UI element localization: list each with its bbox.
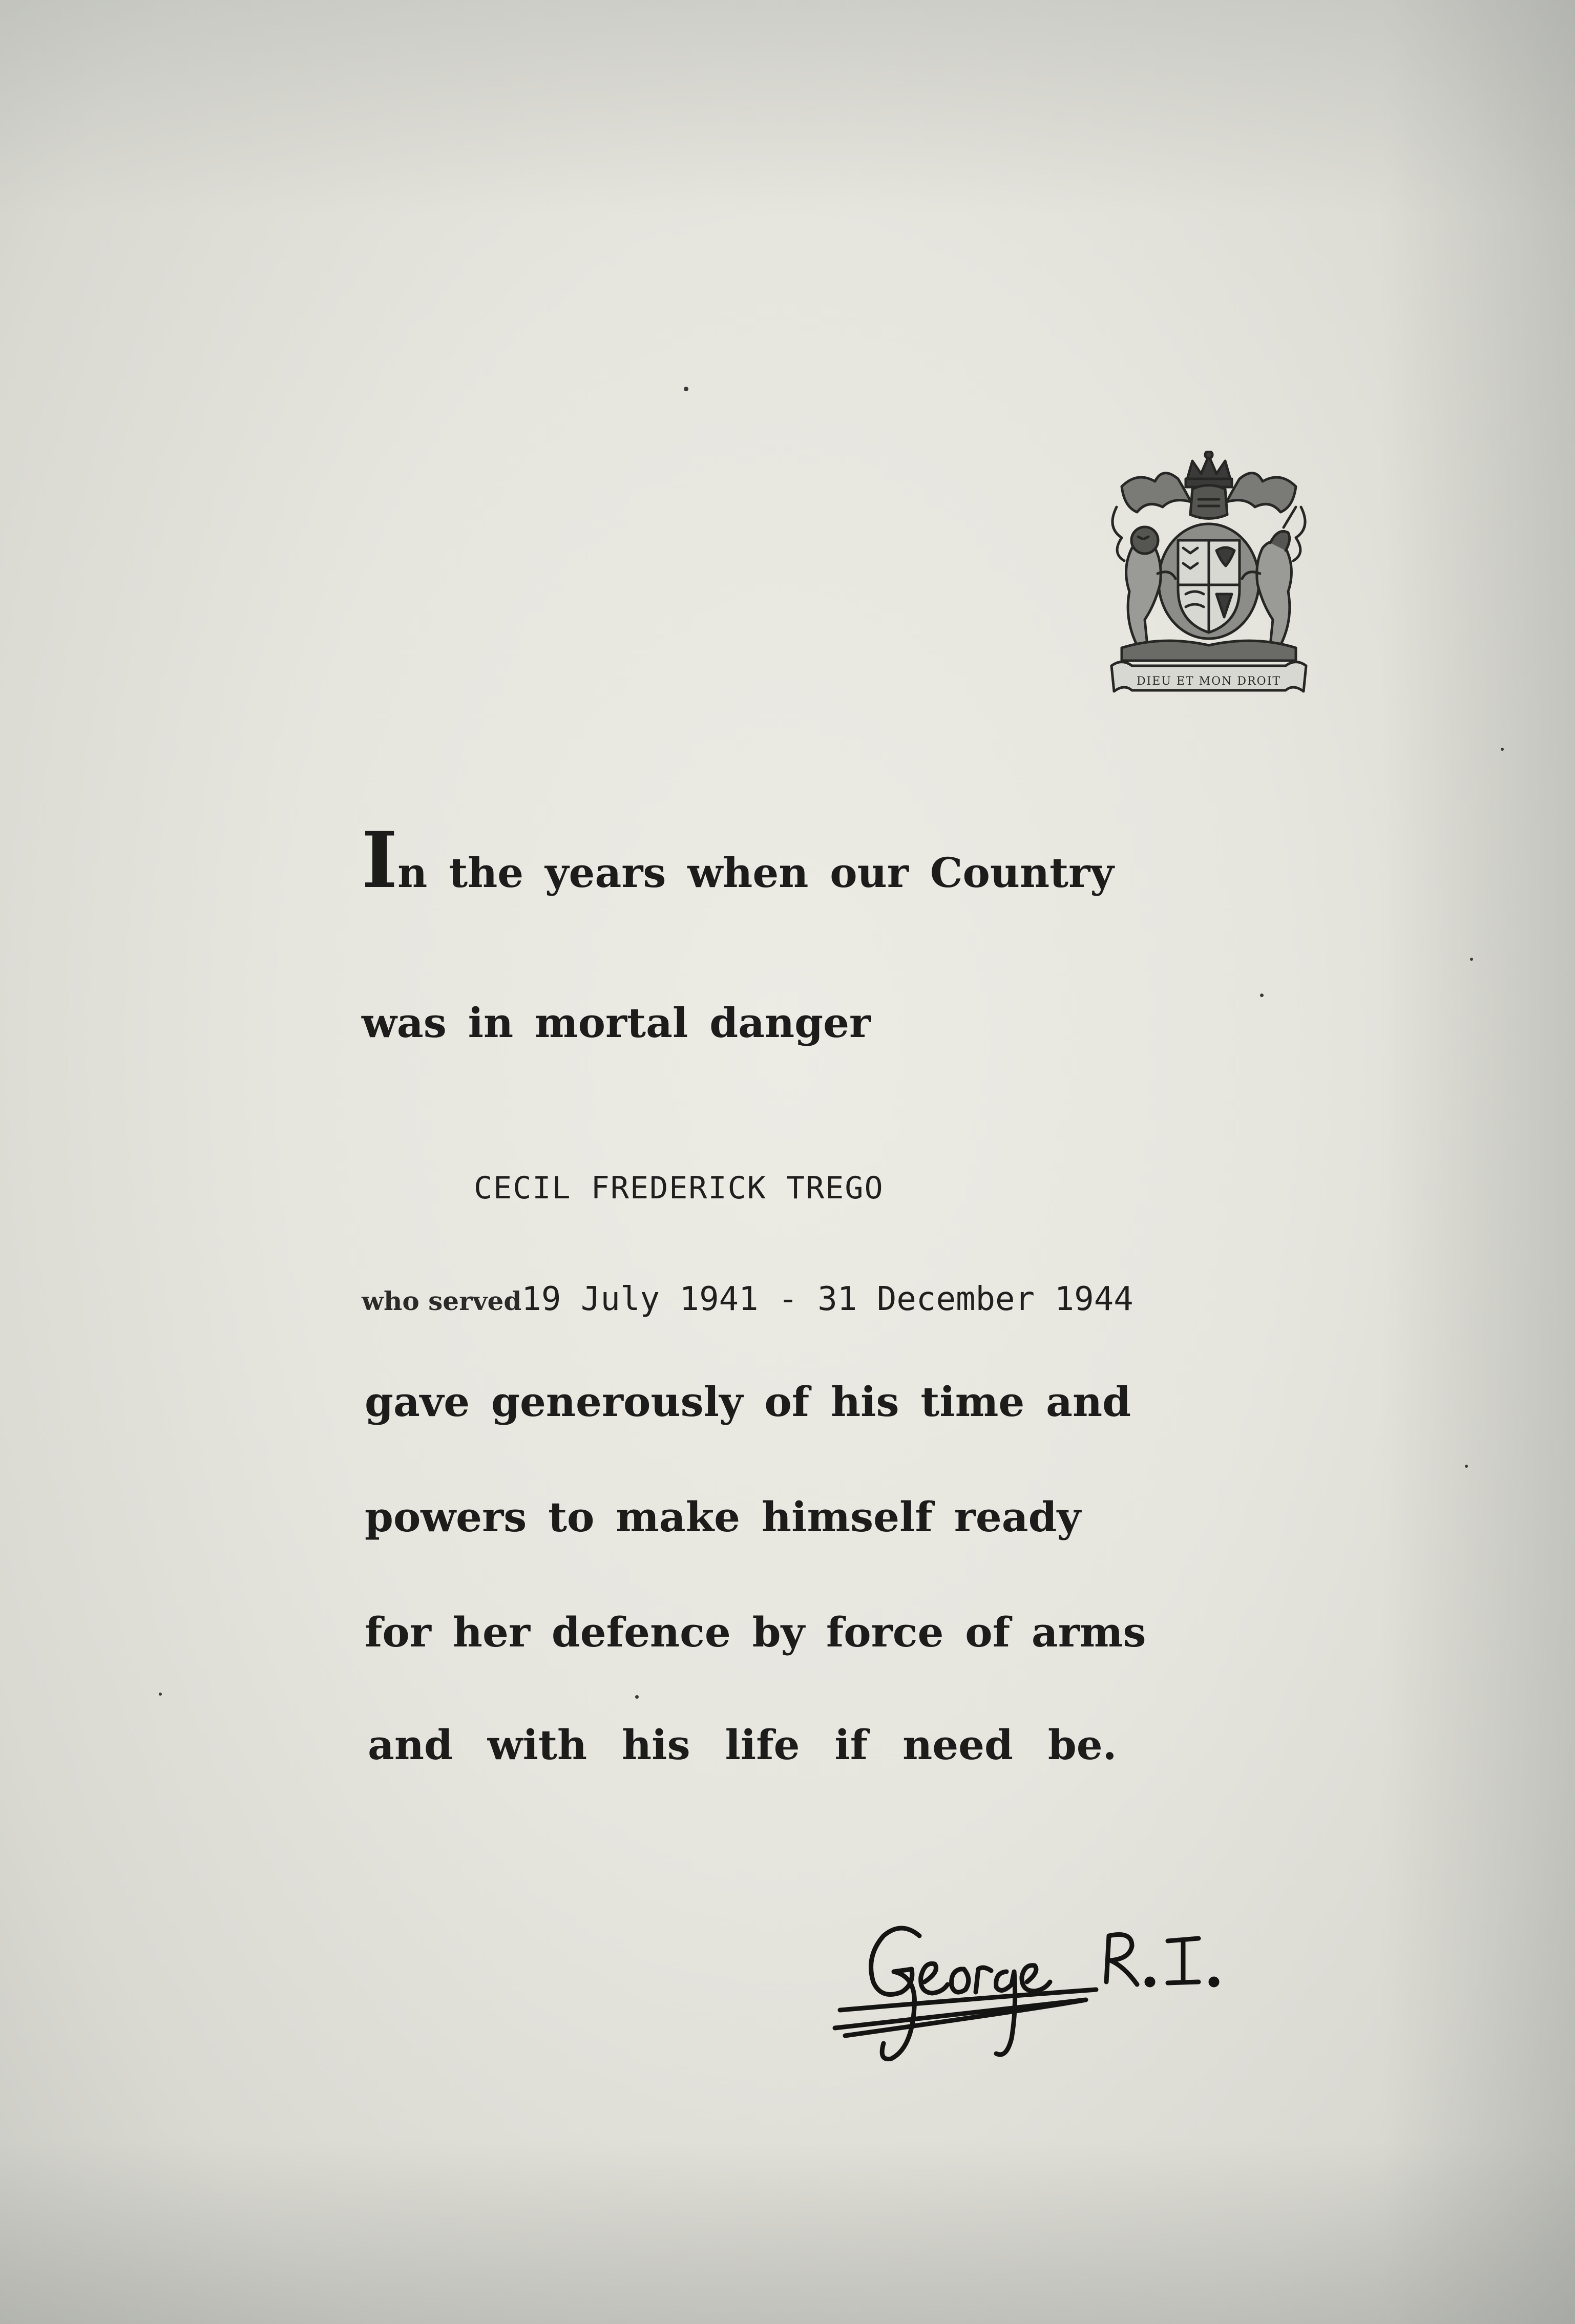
royal-coat-of-arms-icon	[1101, 451, 1316, 696]
paper-speck	[684, 387, 688, 391]
body-line-4: and with his life if need be.	[368, 1721, 1117, 1769]
service-dates: 19 July 1941 - 31 December 1944	[521, 1280, 1133, 1318]
recipient-name: CECIL FREDERICK TREGO	[474, 1170, 884, 1206]
opening-line-1-text: n the years when our Country	[397, 849, 1114, 897]
opening-dropcap: I	[362, 815, 398, 905]
paper-shading-right	[1380, 0, 1575, 2324]
paper-speck	[1260, 994, 1264, 997]
opening-line-2: was in mortal danger	[362, 999, 871, 1047]
crest-motto: DIEU ET MON DROIT	[1136, 675, 1282, 688]
service-line	[362, 1280, 1133, 1318]
service-label: who served	[362, 1286, 522, 1316]
opening-line-1	[362, 815, 1114, 905]
body-line-1: gave generously of his time and	[365, 1378, 1131, 1426]
paper-speck	[159, 1693, 162, 1696]
paper-speck	[1465, 1465, 1468, 1468]
body-line-2: powers to make himself ready	[365, 1493, 1081, 1541]
paper-speck	[635, 1695, 639, 1699]
body-line-3: for her defence by force of arms	[365, 1608, 1146, 1656]
royal-signature	[830, 1905, 1291, 2089]
paper-shading-bottom	[0, 2140, 1575, 2324]
paper-speck	[1501, 748, 1504, 751]
paper-speck	[1470, 958, 1473, 961]
paper-shading-top	[0, 0, 1575, 215]
